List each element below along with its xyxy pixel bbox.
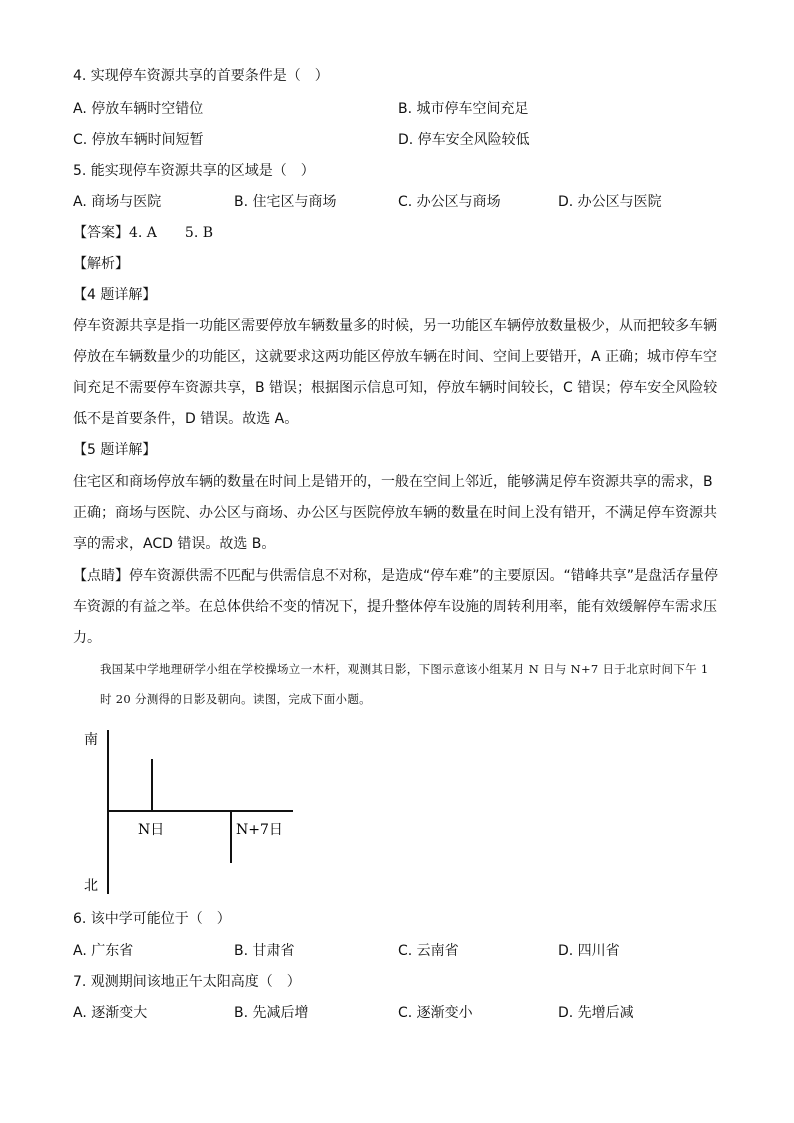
intro-text: 我国某中学地理研学小组在学校操场立一木杆，观测其日影，下图示意该小组某月 N 日与 N+7 日于北京时间下午 1 时 20 分测得的日影及朝向。读图，完成下面小题。 xyxy=(100,662,709,706)
q6-option-c: C. 云南省 xyxy=(398,943,459,959)
day-n7-label: N+7日 xyxy=(236,822,283,838)
q4-option-c: C. 停放车辆时间短暂 xyxy=(73,132,204,148)
south-label: 南 xyxy=(84,732,98,748)
detail4-tag: 【4 题详解】 xyxy=(73,287,157,303)
comment-text: 停车资源供需不匹配与供需信息不对称，是造成“停车难”的主要原因。“错峰共享”是盘活存量停车资源的有益之举。在总体供给不变的情况下，提升整体停车设施的周转利用率，能有效缓解停车需求压力。 xyxy=(73,568,719,646)
q5-option-a: A. 商场与医院 xyxy=(73,194,162,210)
answer-line xyxy=(73,223,213,243)
q6-stem: 6. 该中学可能位于（ ） xyxy=(73,911,231,927)
q6-option-d: D. 四川省 xyxy=(558,943,620,959)
comment-tag: 【点睛】 xyxy=(73,568,129,584)
q5-option-b: B. 住宅区与商场 xyxy=(234,194,337,210)
q7-stem: 7. 观测期间该地正午太阳高度（ ） xyxy=(73,974,301,990)
north-label: 北 xyxy=(84,878,98,894)
detail5-tag: 【5 题详解】 xyxy=(73,442,157,458)
q5-option-c: C. 办公区与商场 xyxy=(398,194,501,210)
q6-option-b: B. 甘肃省 xyxy=(234,943,295,959)
detail5-text: 住宅区和商场停放车辆的数量在时间上是错开的，一般在空间上邻近，能够满足停车资源共享的需求，B 正确；商场与医院、办公区与商场、办公区与医院停放车辆的数量在时间上没有错开，不满足停车资源共享的需求，ACD 错误。故选 B。 xyxy=(73,474,717,552)
q7-option-c: C. 逐渐变小 xyxy=(398,1005,473,1021)
q4-option-b: B. 城市停车空间充足 xyxy=(398,101,529,117)
answer-tag: 【答案】 xyxy=(73,225,129,241)
q5-option-d: D. 办公区与医院 xyxy=(558,194,662,210)
detail4-text: 停车资源共享是指一功能区需要停放车辆数量多的时候，另一功能区车辆停放数量极少，从而把较多车辆停放在车辆数量少的功能区，这就要求这两功能区停放车辆在时间、空间上要错开，A 正确；城市停车空间充足不需要停车资源共享，B 错误；根据图示信息可知，停放车辆时间较长，C 错误；停车安全风险较低不是首要条件，D 错误。故选 A。 xyxy=(73,318,718,427)
q4-stem: 4. 实现停车资源共享的首要条件是（ ） xyxy=(73,68,329,84)
q4-option-d: D. 停车安全风险较低 xyxy=(398,132,530,148)
q4-option-a: A. 停放车辆时空错位 xyxy=(73,101,204,117)
comment-block xyxy=(73,561,723,654)
analysis-tag: 【解析】 xyxy=(73,256,129,272)
shadow-diagram xyxy=(80,724,340,899)
q6-option-a: A. 广东省 xyxy=(73,943,134,959)
q7-option-d: D. 先增后减 xyxy=(558,1005,634,1021)
day-n-label: N日 xyxy=(138,822,165,838)
q7-option-b: B. 先减后增 xyxy=(234,1005,309,1021)
answer-text: 4. A 5. B xyxy=(129,225,214,241)
q5-stem: 5. 能实现停车资源共享的区域是（ ） xyxy=(73,163,315,179)
q7-option-a: A. 逐渐变大 xyxy=(73,1005,148,1021)
